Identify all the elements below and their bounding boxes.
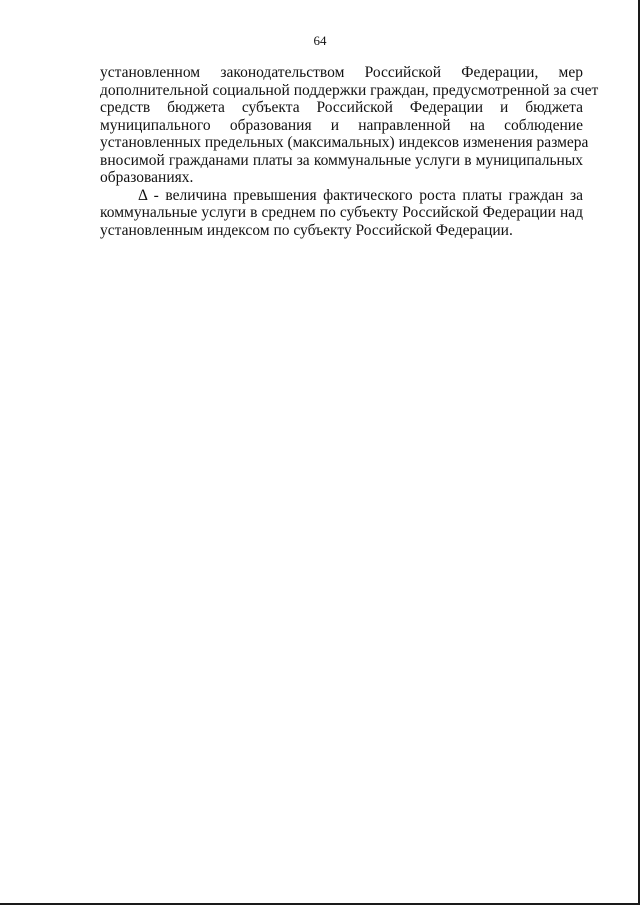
paragraph-delta-definition (100, 187, 583, 240)
paragraph-continuation (100, 64, 599, 187)
text-line: установленным индексом по субъекту Российской Федерации. (100, 221, 513, 239)
text-line: средств бюджета субъекта Российской Федерации и бюджета (100, 99, 583, 116)
body-text (100, 64, 599, 239)
page-number: 64 (313, 33, 327, 48)
text-line: дополнительной социальной поддержки граждан, предусмотренной за счет (100, 81, 599, 99)
text-line: муниципального образования и направленной на соблюдение (100, 116, 583, 134)
text-line: коммунальные услуги в среднем по субъекту Российской Федерации над (100, 204, 583, 221)
text-line: образованиях. (100, 169, 194, 186)
text-line: вносимой гражданами платы за коммунальные услуги в муниципальных (100, 151, 583, 169)
text-line: установленных предельных (максимальных) индексов изменения размера (100, 134, 589, 151)
text-line: установленном законодательством Российской Федерации, мер (100, 64, 583, 81)
text-line: Δ - величина превышения фактического роста платы граждан за (138, 186, 583, 204)
